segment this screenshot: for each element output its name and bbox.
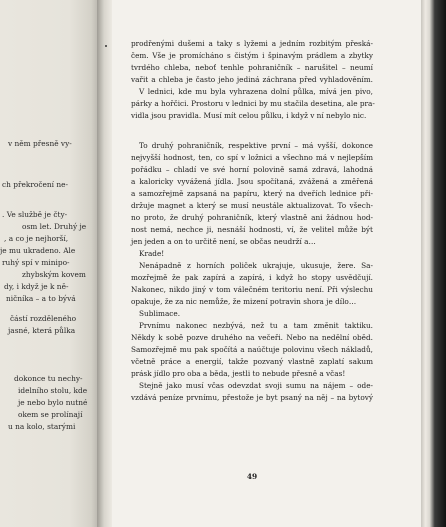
body-text-line: V lednici, kde mu byla vyhrazena dolní půlka, mívá jen pivo, — [139, 87, 373, 96]
body-text-line: pořádku – chladí ve své horní polovině samá zdravá, lahodná — [131, 165, 373, 174]
body-text-line: vidla jsou pravidla. Musí mít celou půlku, i když v ní nebylo nic. — [131, 111, 367, 120]
left-text-line: ničníka – a to bývá — [6, 294, 76, 303]
book-gutter — [97, 0, 113, 527]
left-text-line: jasné, která půlka — [8, 326, 76, 335]
margin-mark — [105, 45, 107, 47]
page-number: 49 — [246, 472, 258, 481]
body-text-line: Samozřejmě mu pak spočítá a naúčtuje polovinu všech nákladů, — [131, 345, 373, 354]
left-page — [0, 0, 99, 527]
left-text-line: ch překročení ne- — [2, 180, 68, 189]
body-text-line: držuje magnet a který se musí neustále aktualizovat. To všech- — [131, 201, 373, 210]
body-text-line: párky a hořčici. Prostoru v lednici by mu stačila desetina, ale pra- — [131, 99, 375, 108]
body-text-line: opakuje, že za nic nemůže, že mizení potravin shora je dílo… — [131, 297, 357, 306]
left-text-line: dy, i když je k ně- — [4, 282, 69, 291]
body-text-line: jen jeden a on to určitě není, se občas neudrží a… — [131, 237, 316, 246]
body-text-line: no proto, že druhý pohraničník, který vlastně ani žádnou hod- — [131, 213, 373, 222]
body-text-line: mozřejmě že pak zapírá a zapírá, i když ho stopy usvědčují. — [131, 273, 373, 282]
left-text-line: idelního stolu, kde — [18, 386, 88, 395]
body-text-line: Stejně jako musí včas odevzdat svoji sumu na nájem – ode- — [139, 381, 373, 390]
left-text-line: ruhý spí v minipo- — [2, 258, 70, 267]
body-text-line: Nakonec, nikdo jiný v tom válečném teritoriu není. Při výslechu — [131, 285, 373, 294]
left-text-line: zhybským kovem — [22, 270, 86, 279]
body-text-line: Sublimace. — [139, 309, 181, 318]
body-text-line: vzdává peníze prvnímu, přestože je byt psaný na něj – na bytový — [131, 393, 373, 402]
left-text-line: je mu ukradeno. Ale — [0, 246, 76, 255]
page-edge — [421, 0, 446, 527]
body-text-line: a kaloricky vyvážená jídla. Jsou spočítaná, zvážená a změřená — [131, 177, 373, 186]
body-text-line: Prvnímu nakonec nezbývá, než tu a tam změnit taktiku. — [139, 321, 373, 330]
left-text-line: v něm přesně vy- — [8, 139, 72, 148]
body-text-line: nejvyšší hodnost, ten, co spí v ložnici a všechno má v nejlepším — [131, 153, 373, 162]
left-text-line: je nebo bylo nutné — [18, 398, 88, 407]
left-text-line: dokonce tu nechy- — [14, 374, 83, 383]
body-text-line: To druhý pohraničník, respektive první – má vyšší, dokonce — [139, 141, 373, 150]
body-text-line: prásk jídlo pro oba a běda, jestli to nebude přesně a včas! — [131, 369, 346, 378]
body-text-line: čem. Vše je promícháno s čistým i špinavým prádlem a zbytky — [131, 51, 373, 60]
body-text-line: Krade! — [139, 249, 165, 258]
left-text-line: okem se prolínají — [18, 410, 83, 419]
left-text-line: částí rozděleného — [10, 314, 77, 323]
body-text-line: nost nemá, nechce ji, nesnáší hodnosti, ví, že velitel může být — [131, 225, 373, 234]
body-text-line: vařit a chleba je často jeho jediná záchrana před vyhladověním. — [131, 75, 373, 84]
body-text-line: prodřenými dušemi a taky s lyžemi a jedním rozbitým přeská- — [131, 39, 373, 48]
left-text-line: osm let. Druhý je — [22, 222, 87, 231]
body-text-line: tvrdého chleba, neboť tenhle pohraničník – narušitel – neumí — [131, 63, 373, 72]
left-text-line: , a co je nejhorší, — [4, 234, 69, 243]
body-text-line: včetně práce a energií, takže pozvaný vlastně zaplatí sakum — [131, 357, 373, 366]
left-text-line: . Ve službě je čty- — [2, 210, 68, 219]
body-text-line: a samozřejmě zapsaná na papíru, který na dveřích lednice při- — [131, 189, 373, 198]
left-text-line: u na kolo, starými — [8, 422, 76, 431]
body-text-line: Nenápadně z horních poliček ukrajuje, ukusuje, žere. Sa- — [139, 261, 373, 270]
body-text-line: Někdy k sobě pozve druhého na večeři. Nebo na nedělní oběd. — [131, 333, 373, 342]
